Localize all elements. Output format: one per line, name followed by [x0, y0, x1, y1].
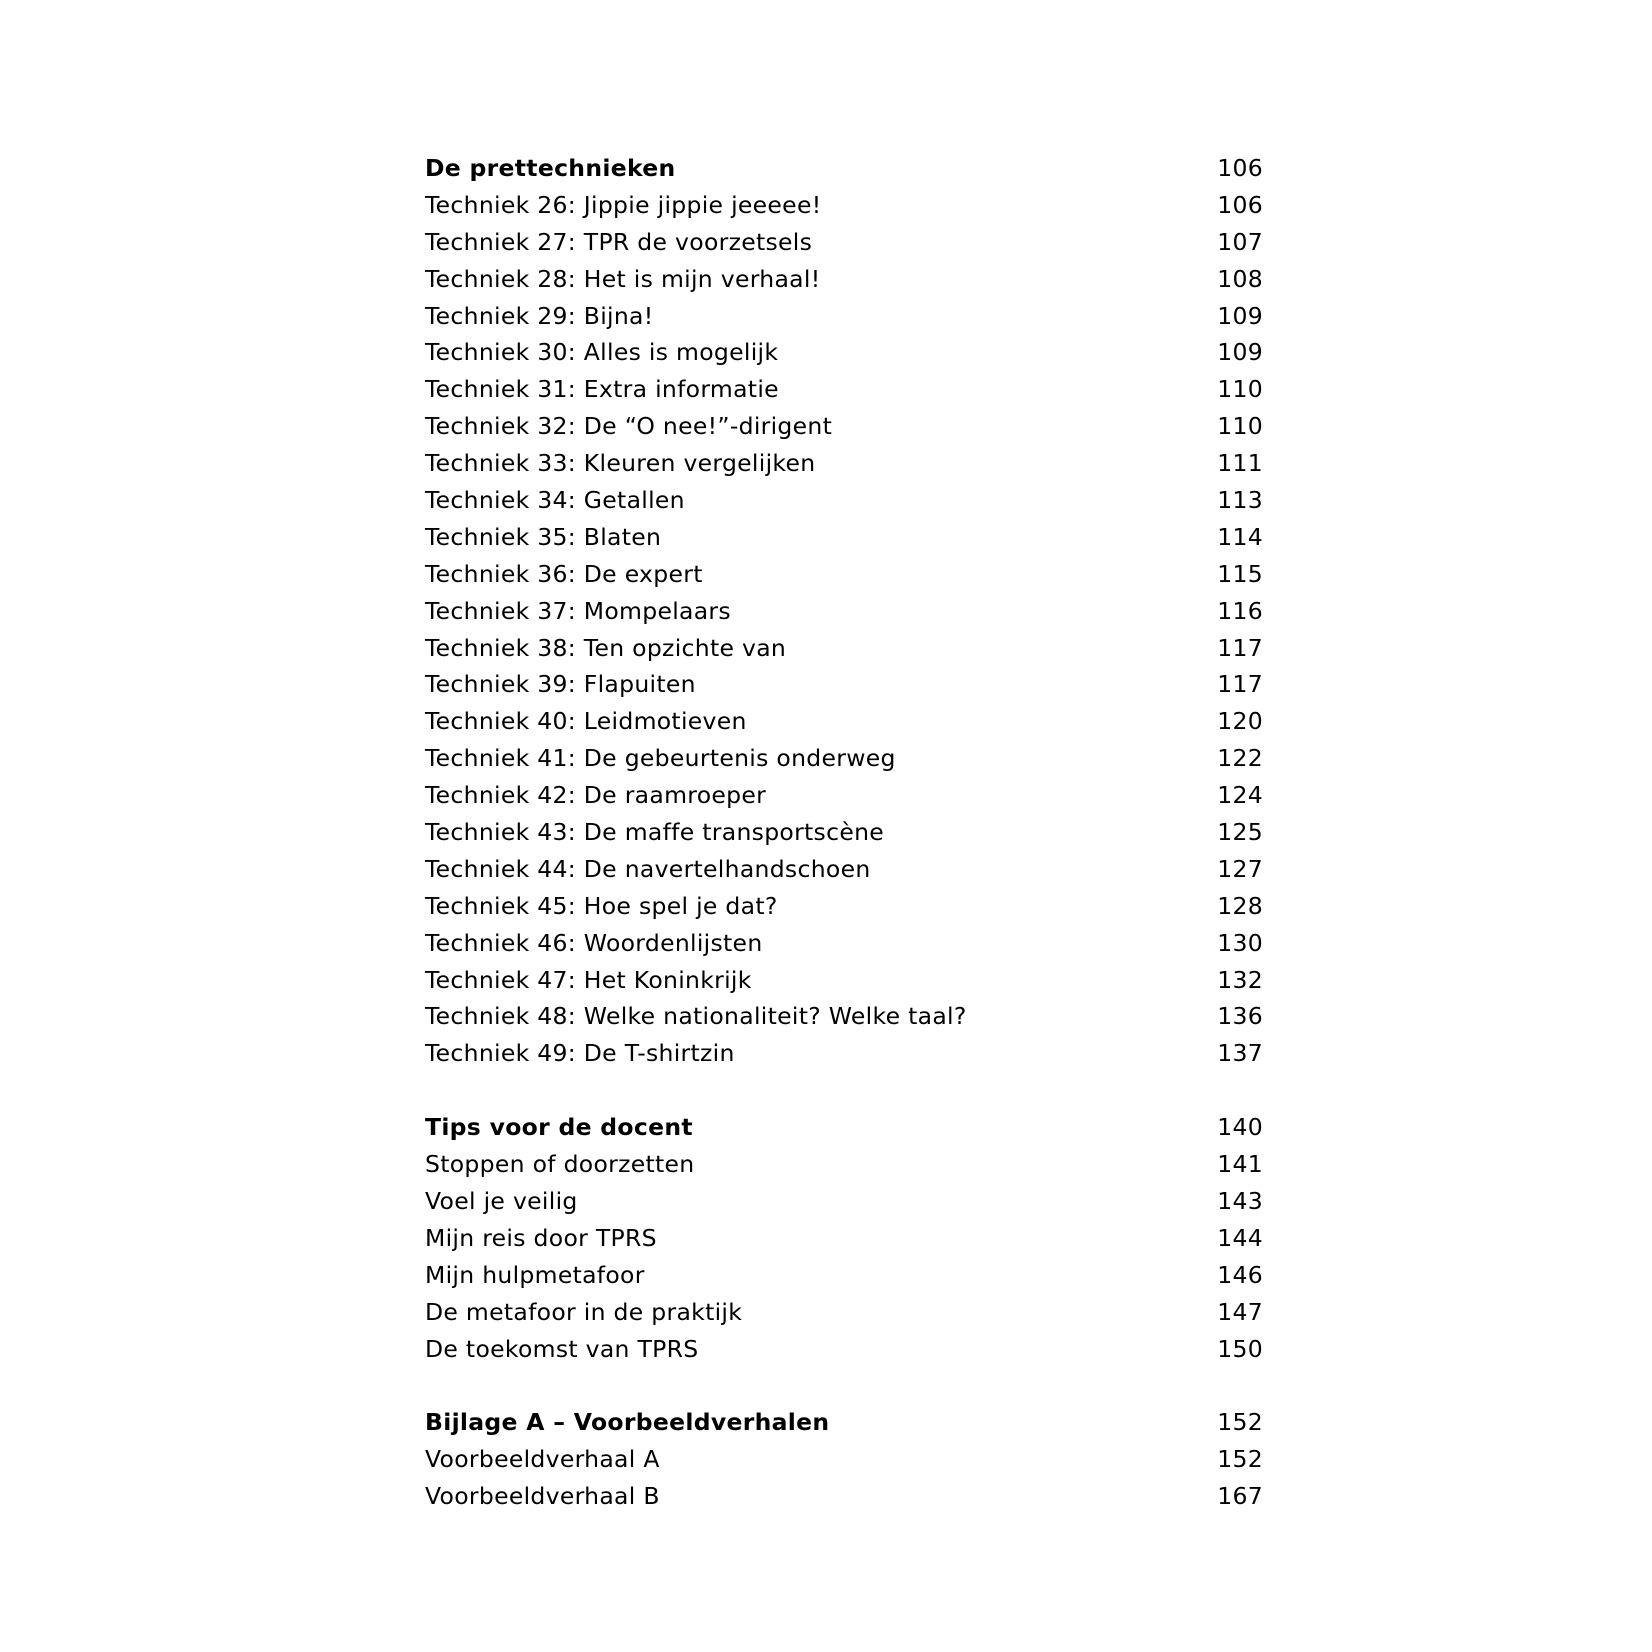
toc-entry: [425, 925, 1263, 962]
entry-page-number: 108: [1217, 264, 1263, 293]
toc-entry: [425, 814, 1263, 851]
toc-entry: [425, 630, 1263, 667]
entry-page-number: 150: [1217, 1334, 1263, 1363]
entry-title: Techniek 40: Leidmotieven: [425, 707, 747, 736]
toc-entry: [425, 1441, 1263, 1478]
entry-page-number: 141: [1217, 1150, 1263, 1179]
toc-entry: [425, 1294, 1263, 1331]
entry-page-number: 111: [1217, 449, 1263, 478]
entry-title: Voorbeeldverhaal A: [425, 1445, 660, 1474]
entry-title: Techniek 36: De expert: [425, 559, 703, 588]
section-page-number: 140: [1217, 1113, 1263, 1142]
entry-page-number: 117: [1217, 670, 1263, 699]
entry-title: Techniek 46: Woordenlijsten: [425, 928, 763, 957]
entry-title: Mijn reis door TPRS: [425, 1223, 657, 1252]
toc-entry: [425, 740, 1263, 777]
toc-entry: [425, 777, 1263, 814]
toc-section: [425, 1109, 1263, 1367]
toc-entry: [425, 851, 1263, 888]
toc-entry: [425, 1183, 1263, 1220]
toc-entry: [425, 408, 1263, 445]
entry-page-number: 109: [1217, 338, 1263, 367]
entry-title: Stoppen of doorzetten: [425, 1150, 695, 1179]
entry-page-number: 117: [1217, 633, 1263, 662]
entry-page-number: 114: [1217, 522, 1263, 551]
section-page-number: 152: [1217, 1408, 1263, 1437]
toc-entry: [425, 703, 1263, 740]
toc-section-heading: [425, 1404, 1263, 1441]
entry-title: Techniek 43: De maffe transportscène: [425, 818, 885, 847]
toc-entry: [425, 1220, 1263, 1257]
entry-page-number: 110: [1217, 375, 1263, 404]
toc-section: [425, 150, 1263, 1072]
entry-title: Techniek 33: Kleuren vergelijken: [425, 449, 816, 478]
entry-title: Voorbeeldverhaal B: [425, 1482, 660, 1511]
section-title: Tips voor de docent: [425, 1113, 693, 1142]
entry-title: Techniek 34: Getallen: [425, 486, 685, 515]
entry-page-number: 130: [1217, 928, 1263, 957]
entry-page-number: 147: [1217, 1297, 1263, 1326]
toc-section-heading: [425, 1109, 1263, 1146]
entry-title: Techniek 47: Het Koninkrijk: [425, 965, 752, 994]
entry-page-number: 136: [1217, 1002, 1263, 1031]
toc-entry: [425, 1146, 1263, 1183]
section-spacer: [425, 1072, 1263, 1109]
entry-title: Techniek 49: De T-shirtzin: [425, 1039, 735, 1068]
toc-entry: [425, 261, 1263, 298]
toc-entry: [425, 1035, 1263, 1072]
entry-page-number: 146: [1217, 1260, 1263, 1289]
entry-page-number: 128: [1217, 891, 1263, 920]
entry-title: Techniek 44: De navertelhandschoen: [425, 854, 871, 883]
entry-title: Techniek 39: Flapuiten: [425, 670, 696, 699]
entry-title: De metafoor in de praktijk: [425, 1297, 743, 1326]
section-spacer: [425, 1367, 1263, 1404]
table-of-contents: [425, 150, 1263, 1515]
toc-entry: [425, 888, 1263, 925]
entry-title: Techniek 42: De raamroeper: [425, 781, 767, 810]
toc-entry: [425, 1331, 1263, 1368]
entry-page-number: 124: [1217, 781, 1263, 810]
entry-page-number: 152: [1217, 1445, 1263, 1474]
toc-section-heading: [425, 150, 1263, 187]
entry-title: Techniek 31: Extra informatie: [425, 375, 779, 404]
entry-title: Techniek 48: Welke nationaliteit? Welke taal?: [425, 1002, 967, 1031]
entry-page-number: 132: [1217, 965, 1263, 994]
section-title: Bijlage A – Voorbeeldverhalen: [425, 1408, 830, 1437]
entry-page-number: 115: [1217, 559, 1263, 588]
entry-title: Techniek 29: Bijna!: [425, 301, 654, 330]
entry-page-number: 125: [1217, 818, 1263, 847]
toc-section: [425, 1404, 1263, 1515]
toc-entry: [425, 998, 1263, 1035]
entry-page-number: 106: [1217, 190, 1263, 219]
entry-page-number: 137: [1217, 1039, 1263, 1068]
entry-page-number: 122: [1217, 744, 1263, 773]
entry-title: Techniek 41: De gebeurtenis onderweg: [425, 744, 896, 773]
entry-title: Techniek 38: Ten opzichte van: [425, 633, 787, 662]
toc-entry: [425, 962, 1263, 999]
entry-page-number: 143: [1217, 1186, 1263, 1215]
entry-title: Techniek 37: Mompelaars: [425, 596, 731, 625]
toc-entry: [425, 298, 1263, 335]
entry-page-number: 107: [1217, 227, 1263, 256]
entry-title: Techniek 32: De “O nee!”-dirigent: [425, 412, 833, 441]
section-page-number: 106: [1217, 154, 1263, 182]
toc-entry: [425, 1478, 1263, 1515]
entry-page-number: 110: [1217, 412, 1263, 441]
entry-title: Techniek 28: Het is mijn verhaal!: [425, 264, 821, 293]
entry-title: Voel je veilig: [425, 1186, 578, 1215]
toc-entry: [425, 224, 1263, 261]
toc-entry: [425, 519, 1263, 556]
toc-entry: [425, 593, 1263, 630]
entry-page-number: 144: [1217, 1223, 1263, 1252]
entry-title: Techniek 30: Alles is mogelijk: [425, 338, 779, 367]
toc-entry: [425, 334, 1263, 371]
entry-title: Techniek 35: Blaten: [425, 522, 662, 551]
toc-entry: [425, 445, 1263, 482]
toc-entry: [425, 187, 1263, 224]
entry-page-number: 127: [1217, 854, 1263, 883]
toc-entry: [425, 666, 1263, 703]
toc-entry: [425, 1257, 1263, 1294]
entry-page-number: 109: [1217, 301, 1263, 330]
entry-page-number: 120: [1217, 707, 1263, 736]
toc-entry: [425, 482, 1263, 519]
entry-page-number: 116: [1217, 596, 1263, 625]
entry-title: Techniek 45: Hoe spel je dat?: [425, 891, 778, 920]
entry-title: De toekomst van TPRS: [425, 1334, 699, 1363]
entry-page-number: 167: [1217, 1482, 1263, 1511]
toc-entry: [425, 371, 1263, 408]
toc-entry: [425, 556, 1263, 593]
entry-title: Techniek 26: Jippie jippie jeeeee!: [425, 190, 822, 219]
section-title: De prettechnieken: [425, 154, 676, 182]
entry-title: Mijn hulpmetafoor: [425, 1260, 645, 1289]
entry-title: Techniek 27: TPR de voorzetsels: [425, 227, 813, 256]
entry-page-number: 113: [1217, 486, 1263, 515]
